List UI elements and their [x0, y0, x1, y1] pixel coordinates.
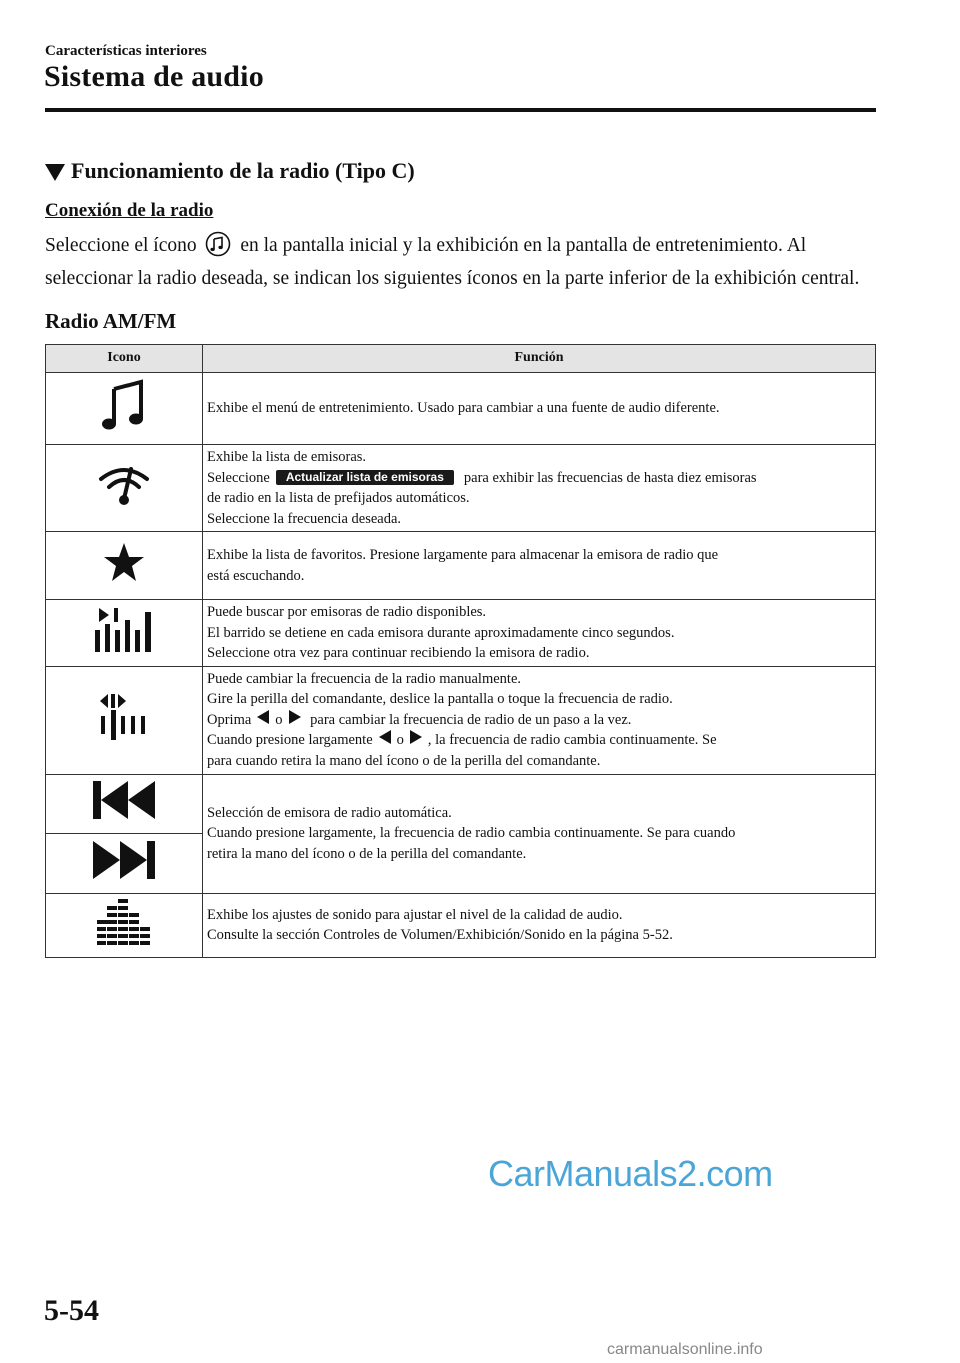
description-line: [207, 730, 871, 751]
arrow-right-icon: [289, 710, 301, 731]
sub-heading: Conexión de la radio: [45, 200, 214, 221]
description-cell: [203, 893, 876, 957]
title-divider: [45, 108, 876, 112]
watermark-logo: CarManuals2.com: [488, 1153, 773, 1194]
description-cell: [203, 666, 876, 774]
table-row: [46, 373, 876, 445]
description-cell: [203, 445, 876, 532]
table-row: [46, 445, 876, 532]
column-header-icon: Icono: [46, 345, 203, 373]
description-line: Cuando presione largamente, la frecuencia de radio cambia continuamente. Se para cuando: [207, 825, 736, 842]
description-line: Selección de emisora de radio automática.: [207, 804, 452, 821]
icon-cell: [46, 532, 203, 600]
description-text: Cuando presione largamente: [207, 732, 373, 749]
radio-heading: Radio AM/FM: [45, 309, 177, 333]
icon-cell: [46, 445, 203, 532]
description-line: Puede buscar por emisoras de radio disponibles.: [207, 604, 487, 620]
page-title: Sistema de audio: [44, 60, 264, 93]
function-table: [45, 344, 876, 958]
footer-site-text: carmanualsonline.info: [607, 1341, 763, 1358]
table-row: [46, 774, 876, 893]
description-line: Seleccione la frecuencia deseada.: [207, 510, 402, 527]
description-line: Consulte la sección Controles de Volumen/Exhibición/Sonido en la página 5-52.: [207, 927, 673, 943]
seek-back-icon: [93, 781, 155, 826]
description-text: Seleccione: [207, 469, 270, 486]
description-text: o: [275, 711, 283, 728]
description-text: Oprima: [207, 711, 252, 728]
arrow-left-icon: [257, 710, 269, 731]
manual-tune-icon: [98, 694, 150, 747]
icon-cell: [46, 373, 203, 445]
intro-text-start: Seleccione el ícono: [45, 235, 197, 256]
arrow-left-icon: [379, 730, 391, 751]
scan-icon: [95, 608, 153, 659]
triangle-bullet-icon: [45, 164, 65, 181]
description-line: Puede cambiar la frecuencia de la radio manualmente.: [207, 670, 522, 687]
subsection-title-text: Funcionamiento de la radio (Tipo C): [71, 158, 415, 183]
description-line: para cuando retira la mano del ícono o de la perilla del comandante.: [207, 752, 601, 769]
station-list-icon: [97, 463, 151, 514]
table-row: [46, 600, 876, 667]
description-text: para exhibir las frecuencias de hasta diez emisoras: [463, 469, 757, 486]
icon-cell: [46, 774, 203, 893]
icon-cell: [46, 666, 203, 774]
description-line: de radio en la lista de prefijados automáticos.: [207, 490, 470, 506]
description-cell: [203, 532, 876, 600]
table-row: [46, 893, 876, 957]
description-line: Exhibe la lista de emisoras.: [207, 449, 367, 465]
description-text: o: [396, 732, 404, 749]
description-line: Exhibe el menú de entretenimiento. Usado para cambiar a una fuente de audio diferente.: [207, 400, 720, 417]
intro-paragraph: [45, 231, 880, 292]
intro-text-end: en la pantalla inicial y la exhibición en la pantalla de entretenimiento. Al seleccionar la radio deseada, se indican los siguientes íconos en la parte inferior de la exhibición central.: [45, 235, 860, 289]
description-line: El barrido se detiene en cada emisora durante aproximadamente cinco segundos.: [207, 624, 675, 641]
icon-cell: [46, 600, 203, 667]
seek-forward-cell: [46, 834, 202, 893]
description-line: Exhibe los ajustes de sonido para ajustar el nivel de la calidad de audio.: [207, 906, 623, 923]
icon-cell: [46, 893, 203, 957]
seek-back-cell: [46, 775, 202, 834]
column-header-function: Función: [203, 345, 876, 373]
description-line: Exhibe la lista de favoritos. Presione largamente para almacenar la emisora de radio que: [207, 547, 719, 563]
description-line: Seleccione otra vez para continuar recibiendo la emisora de radio.: [207, 645, 590, 661]
seek-forward-icon: [93, 841, 155, 886]
description-cell: [203, 774, 876, 893]
table-row: [46, 532, 876, 600]
arrow-right-icon: [410, 730, 422, 751]
update-station-list-button: Actualizar lista de emisoras: [276, 470, 454, 485]
subsection-title: [45, 158, 415, 184]
star-icon: [103, 542, 145, 589]
description-line: [207, 710, 871, 731]
table-header-row: [46, 345, 876, 373]
description-text: para cambiar la frecuencia de radio de un paso a la vez.: [310, 711, 632, 728]
description-cell: [203, 600, 876, 667]
music-note-circle-icon: [205, 231, 231, 265]
table-row: [46, 666, 876, 774]
description-line: [207, 468, 871, 489]
sound-settings-icon: [97, 899, 151, 952]
page-number: 5-54: [44, 1294, 99, 1327]
description-text: , la frecuencia de radio cambia continuamente. Se: [427, 732, 717, 749]
section-label: Características interiores: [45, 43, 207, 59]
description-line: retira la mano del ícono o de la perilla del comandante.: [207, 845, 527, 862]
description-cell: [203, 373, 876, 445]
music-note-icon: [101, 379, 147, 438]
description-line: está escuchando.: [207, 567, 305, 584]
description-line: Gire la perilla del comandante, deslice la pantalla o toque la frecuencia de radio.: [207, 691, 673, 708]
